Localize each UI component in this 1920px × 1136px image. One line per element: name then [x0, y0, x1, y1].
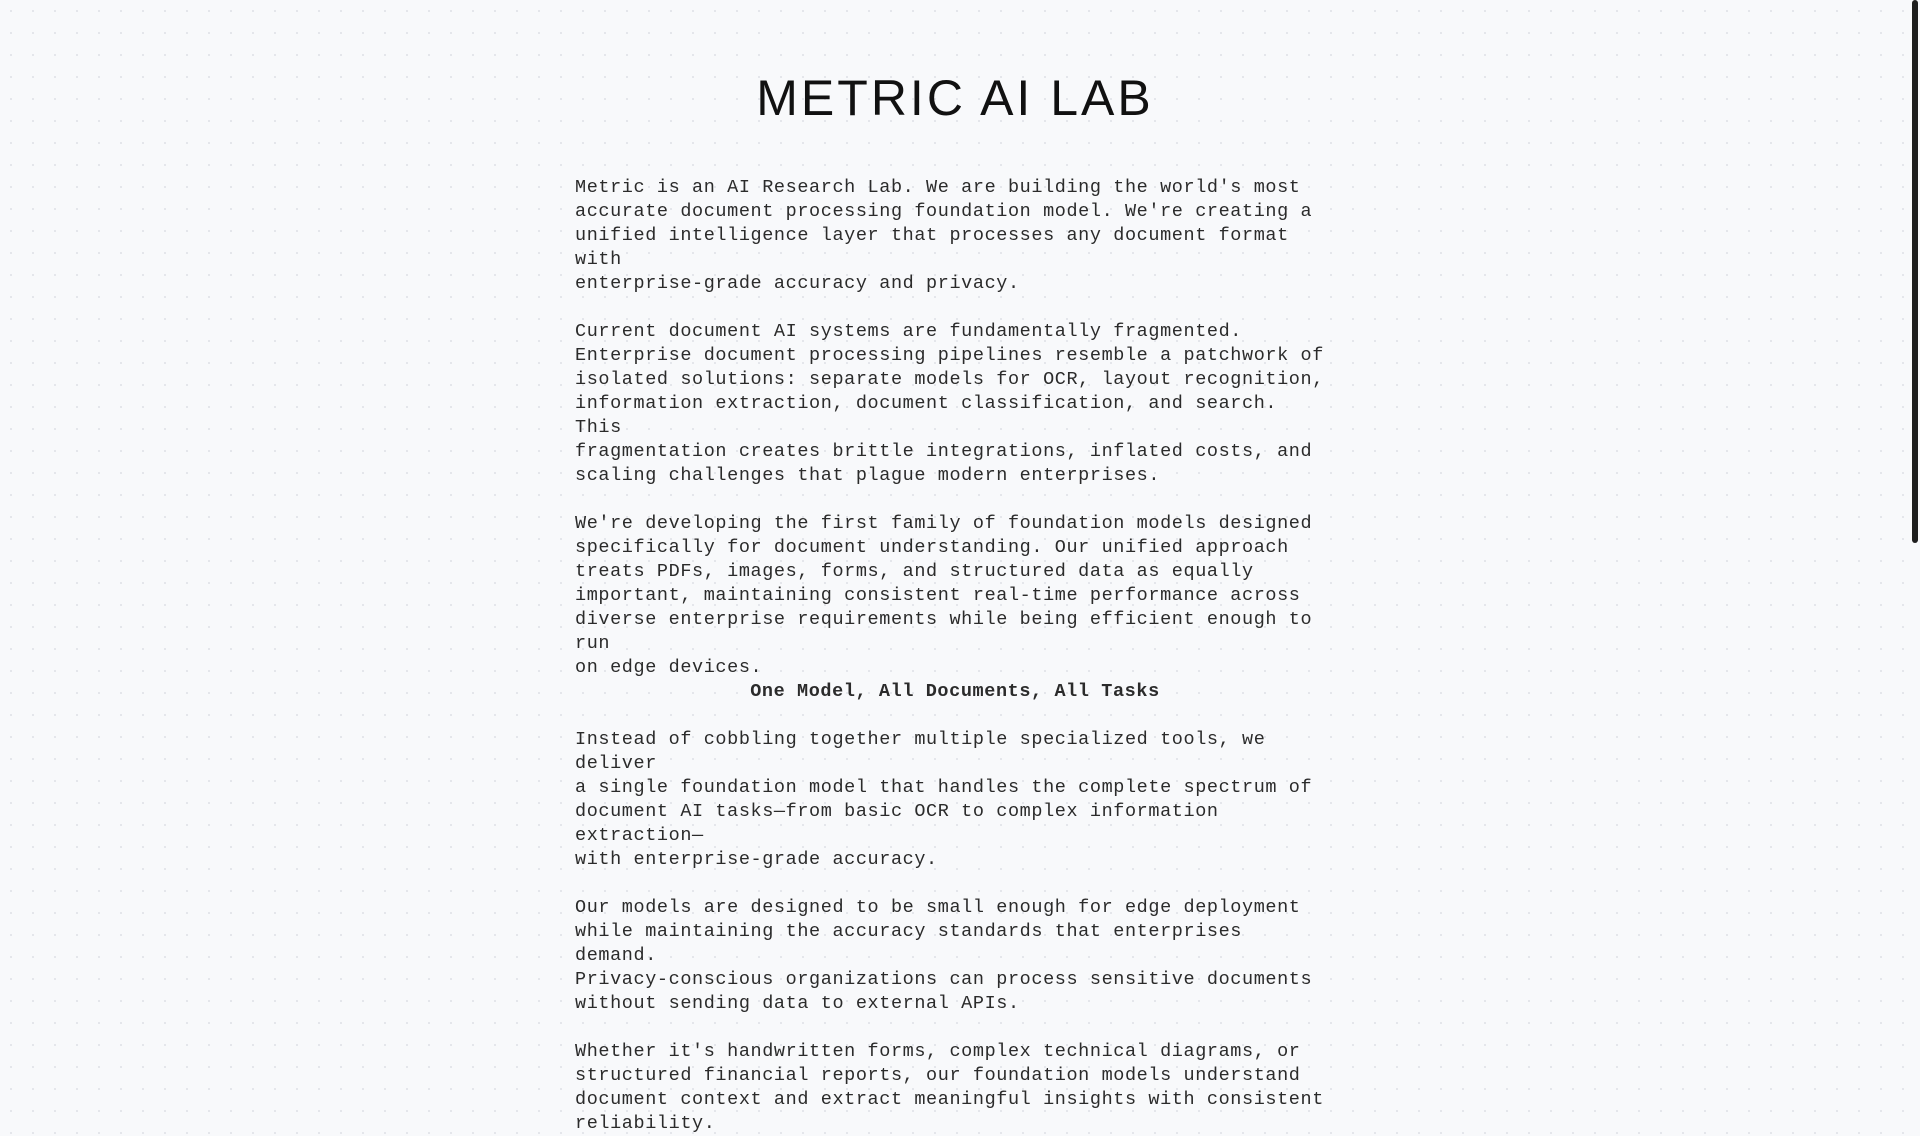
section-paragraph-2: Our models are designed to be small enough for edge deployment while maintaining the accuracy standards that enterprises demand. Privacy-conscious organizations can process sensitive documents without sending data to external APIs.: [575, 897, 1313, 1014]
section-paragraph-3: Whether it's handwritten forms, complex technical diagrams, or structured financial reports, our foundation models understand document context and extract meaningful insights with consistent reliability.: [575, 1041, 1324, 1134]
section-body: [575, 728, 1335, 1136]
section-heading: One Model, All Documents, All Tasks: [750, 681, 1160, 702]
scrollbar-thumb[interactable]: [1912, 0, 1918, 543]
vertical-scrollbar[interactable]: [1910, 0, 1920, 1080]
section-paragraph-1: Instead of cobbling together multiple specialized tools, we deliver a single foundation model that handles the complete spectrum of document AI tasks—from basic OCR to complex information extraction— with enterprise-grade accuracy.: [575, 729, 1313, 870]
main-content: [575, 0, 1335, 1134]
intro-paragraph-2: Current document AI systems are fundamentally fragmented. Enterprise document processing pipelines resemble a patchwork of isolated solutions: separate models for OCR, layout recognition, information extraction, document classification, and search. This fragmentation creates brittle integrations, inflated costs, and scaling challenges that plague modern enterprises.: [575, 321, 1324, 486]
page-title: METRIC AI LAB: [756, 70, 1154, 126]
intro-paragraph-3: We're developing the first family of foundation models designed specifically for document understanding. Our unified approach treats PDFs, images, forms, and structured data as equally important, maintaining consistent real-time performance across diverse enterprise requirements while being efficient enough to run on edge devices.: [575, 513, 1313, 678]
intro-paragraph-1: Metric is an AI Research Lab. We are building the world's most accurate document processing foundation model. We're creating a unified intelligence layer that processes any document format with enterprise-grade accuracy and privacy.: [575, 177, 1313, 294]
intro-section: [575, 176, 1335, 680]
